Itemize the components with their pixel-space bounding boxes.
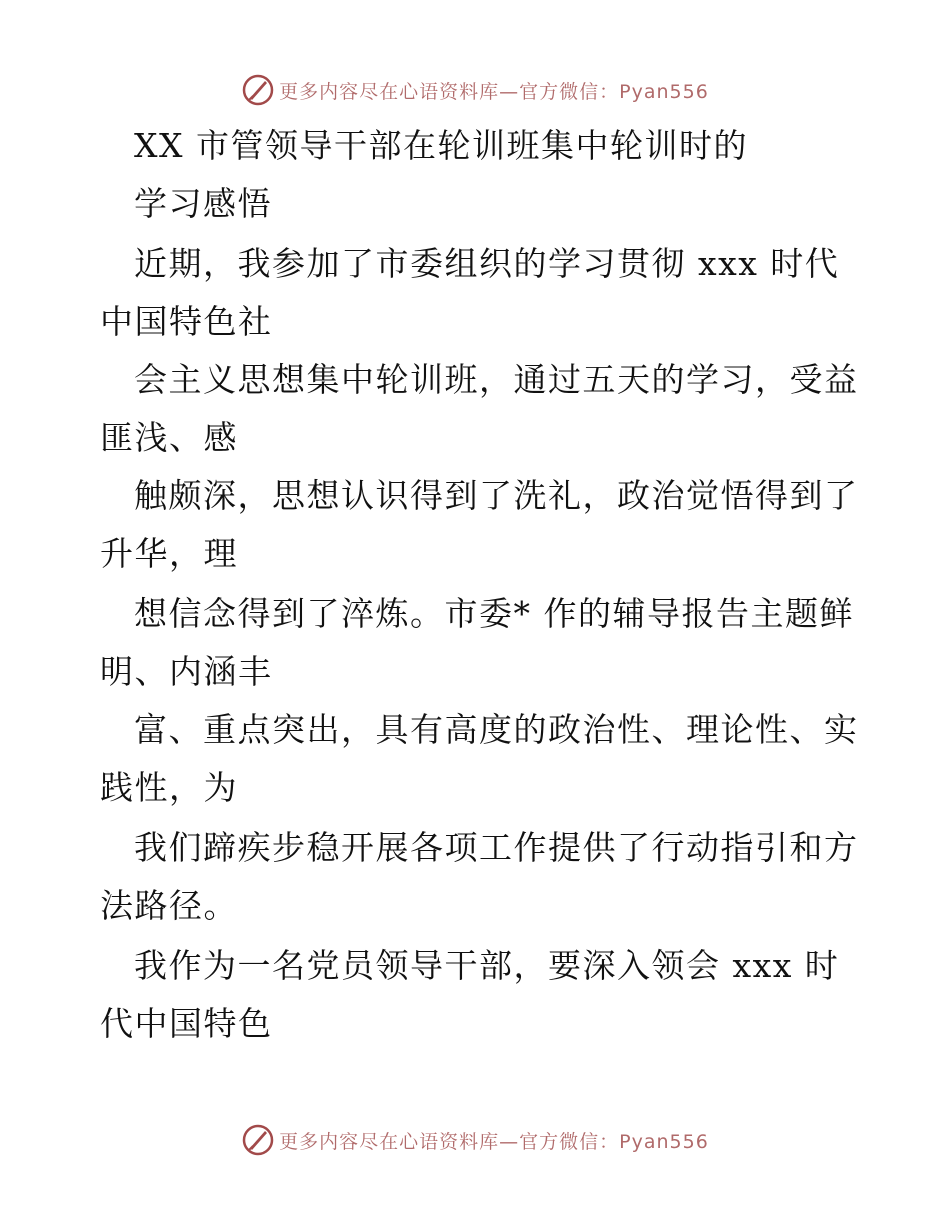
paragraph-line: 匪浅、感 [100,418,238,457]
quill-logo-icon [241,1123,275,1157]
paragraph-line: 法路径。 [100,886,238,925]
footer-watermark [0,1120,950,1160]
paragraph-line: 中国特色社 [100,302,273,341]
paragraph-line: 近期，我参加了市委组织的学习贯彻 xxx 时代 [134,244,840,283]
quill-logo-icon [241,73,275,107]
watermark-text: 更多内容尽在心语资料库—官方微信：Pyan556 [279,1130,709,1153]
watermark-text: 更多内容尽在心语资料库—官方微信：Pyan556 [279,80,709,103]
paragraph-line: 富、重点突出，具有高度的政治性、理论性、实 [134,710,859,749]
paragraph-line: 我作为一名党员领导干部，要深入领会 xxx 时 [134,946,840,985]
paragraph-line: 践性，为 [100,768,238,807]
paragraph-line: 会主义思想集中轮训班，通过五天的学习，受益 [134,360,859,399]
paragraph-line: 触颇深，思想认识得到了洗礼，政治觉悟得到了 [134,476,859,515]
header-watermark [0,70,950,110]
paragraph-line: 升华，理 [100,534,238,573]
paragraph-line: 想信念得到了淬炼。市委* 作的辅导报告主题鲜 [134,594,854,633]
title-line-1: XX 市管领导干部在轮训班集中轮训时的 [134,126,748,165]
title-line-2: 学习感悟 [134,184,272,223]
paragraph-line: 明、内涵丰 [100,652,273,691]
paragraph-line: 代中国特色 [100,1004,273,1043]
paragraph-line: 我们蹄疾步稳开展各项工作提供了行动指引和方 [134,828,859,867]
